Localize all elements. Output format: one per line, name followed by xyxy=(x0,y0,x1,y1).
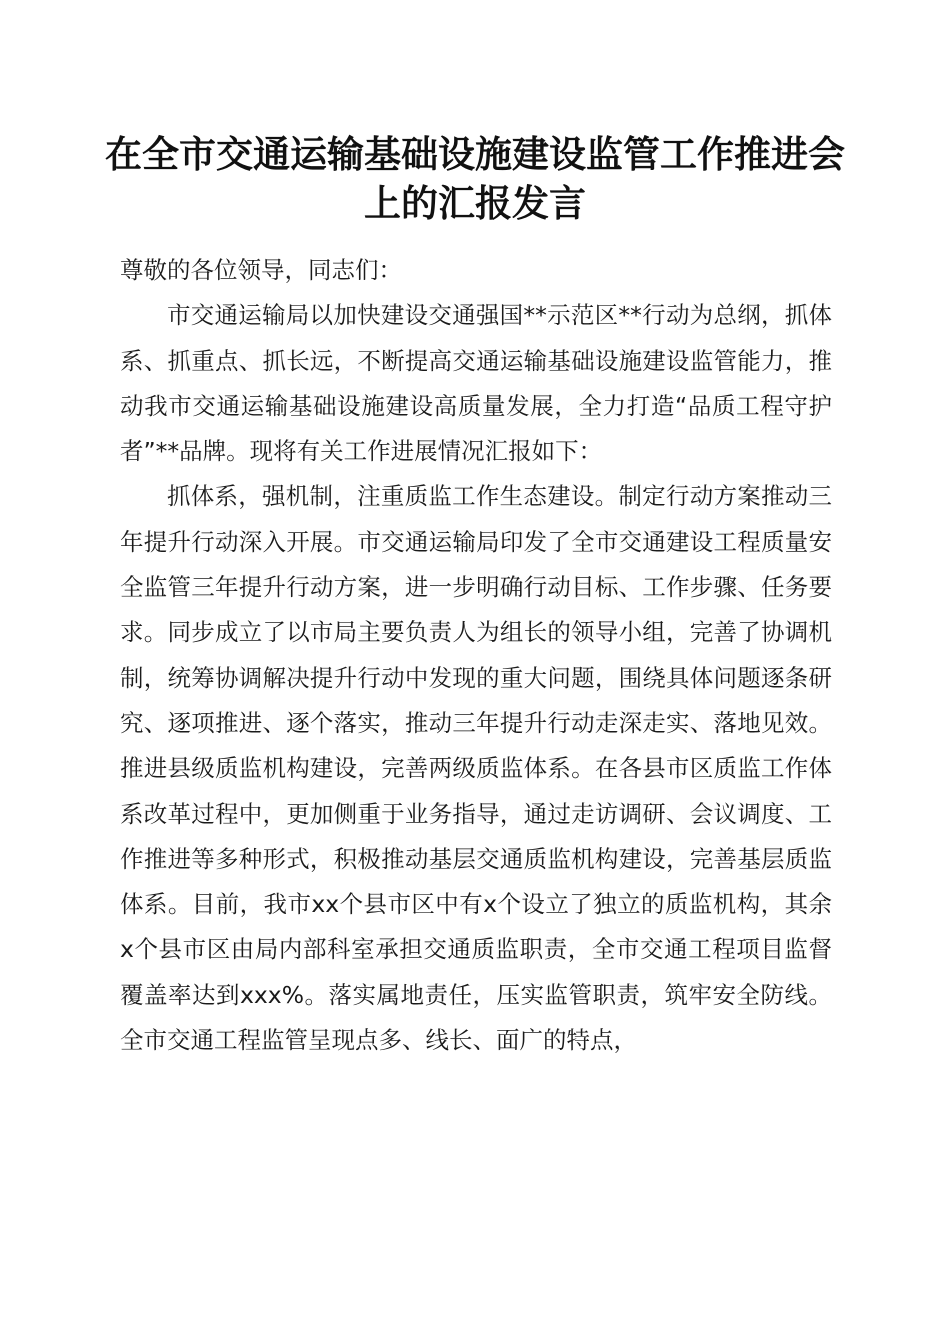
title-line-1: 在全市交通运输基础设施建设监管工作推进会 xyxy=(105,132,845,176)
salutation: 尊敬的各位领导，同志们： xyxy=(120,256,402,284)
document-body xyxy=(120,248,832,1063)
document-title xyxy=(100,130,850,228)
paragraph-system: 抓体系，强机制，注重质监工作生态建设。制定行动方案推动三年提升行动深入开展。市交通运输局印发了全市交通建设工程质量安全监管三年提升行动方案，进一步明确行动目标、工作步骤、任务要求。同步成立了以市局主要负责人为组长的领导小组，完善了协调机制，统筹协调解决提升行动中发现的重大问题，围绕具体问题逐条研究、逐项推进、逐个落实，推动三年提升行动走深走实、落地见效。推进县级质监机构建设，完善两级质监体系。在各县市区质监工作体系改革过程中，更加侧重于业务指导，通过走访调研、会议调度、工作推进等多种形式，积极推动基层交通质监机构建设，完善基层质监体系。目前，我市xx个县市区中有x个设立了独立的质监机构，其余x个县市区由局内部科室承担交通质监职责，全市交通工程项目监督覆盖率达到xxx%。落实属地责任，压实监管职责，筑牢安全防线。全市交通工程监管呈现点多、线长、面广的特点， xyxy=(120,482,832,1055)
title-line-2: 上的汇报发言 xyxy=(364,181,586,225)
paragraph-intro: 市交通运输局以加快建设交通强国**示范区**行动为总纲，抓体系、抓重点、抓长远，不断提高交通运输基础设施建设监管能力，推动我市交通运输基础设施建设高质量发展，全力打造“品质工程守护者”**品牌。现将有关工作进展情况汇报如下： xyxy=(120,301,832,466)
